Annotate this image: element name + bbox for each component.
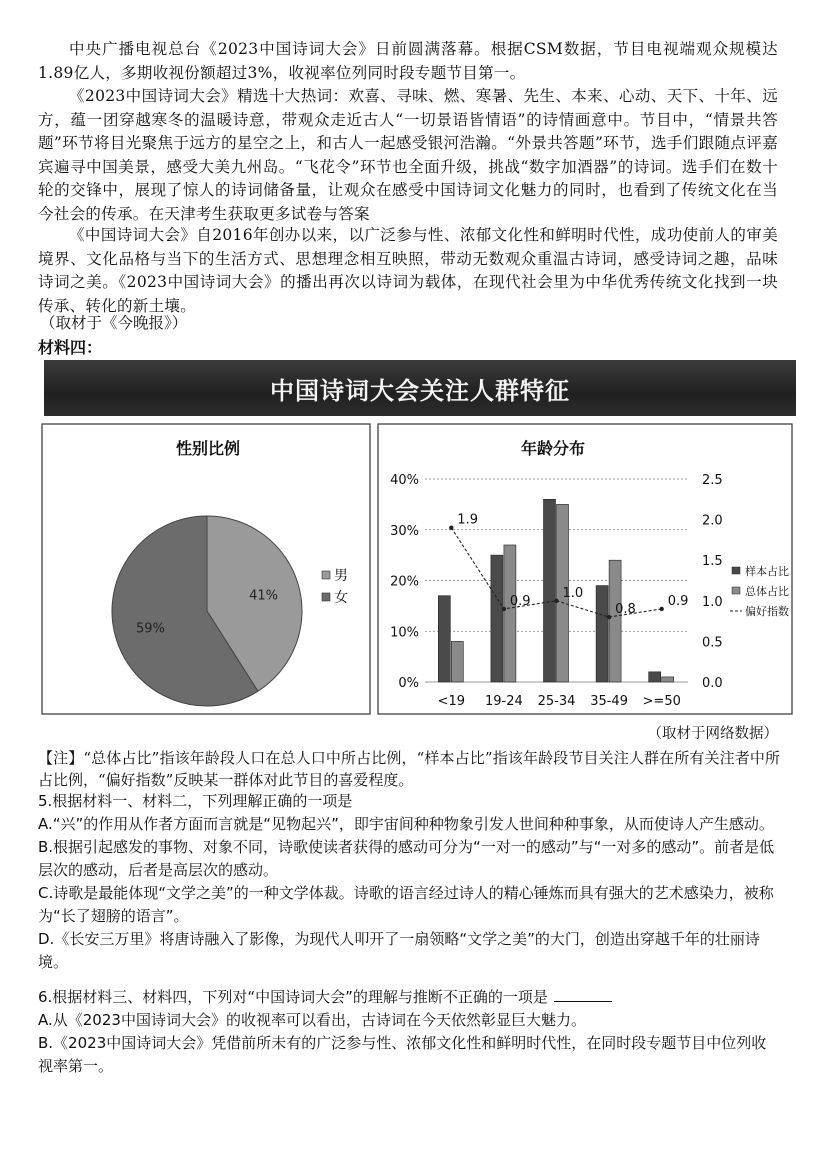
bar-category-label-3: 35-49: [590, 694, 628, 709]
bar-right-tick-3: 1.5: [702, 554, 723, 570]
bar-category-label-0: <19: [437, 694, 466, 709]
question-5: [38, 790, 780, 974]
material4-source: （取材于网络数据）: [647, 726, 778, 742]
bar-1-0: [451, 641, 463, 682]
bar-right-tick-1: 0.5: [702, 635, 723, 651]
bar-1-4: [662, 677, 674, 682]
preference-point-3: [607, 615, 611, 619]
material3-paragraph-1: 中央广播电视总台《2023中国诗词大会》日前圆满落幕。根据CSM数据，节目电视端观众规模达1.89亿人，多期收视份额超过3%，收视率位列同时段专题节目第一。: [38, 40, 778, 82]
bar-legend-swatch-0: [732, 567, 740, 574]
pie-slice-label-0: 41%: [249, 588, 279, 604]
bar-category-label-2: 25-34: [537, 694, 576, 709]
material4-note: 【注】“总体占比”指该年龄段人口在总人口中所占比例，“样本占比”指该年龄段节目关注人群在所有关注者中所占比例，“偏好指数”反映某一群体对此节目的喜爱程度。: [38, 749, 780, 789]
q5-option-a: A.“兴”的作用从作者方面而言就是“见物起兴”，即宇宙间种种物象引发人世间种种事象，从而使诗人产生感动。: [38, 815, 774, 833]
bar-left-tick-3: 30%: [390, 523, 419, 539]
bar-title: 年龄分布: [520, 439, 586, 458]
bar-1-1: [504, 545, 516, 682]
preference-point-0: [449, 526, 453, 530]
q5-option-b: B.根据引起感发的事物、对象不同，诗歌使读者获得的感动可分为“一对一的感动”与“一对多的感动”。前者是低层次的感动，后者是高层次的感动。: [38, 838, 775, 879]
pie-legend-label-1: 女: [334, 590, 348, 606]
bar-0-0: [438, 596, 450, 682]
bar-category-label-4: >=50: [642, 694, 681, 709]
q5-option-d: D.《长安三万里》将唐诗融入了影像，为现代人叩开了一扇领略“文学之美”的大门，创造出穿越千年的壮丽诗境。: [38, 930, 760, 971]
material3-source: （取材于《今晚报》）: [40, 314, 188, 332]
preference-point-1: [502, 607, 506, 611]
chart-banner: [44, 360, 796, 416]
pie-legend-swatch-0: [322, 571, 330, 579]
bar-0-1: [491, 555, 503, 682]
bar-left-tick-0: 0%: [398, 676, 419, 691]
bar-1-3: [609, 560, 621, 682]
q6-stem-line: [38, 986, 780, 1009]
question-6: [38, 986, 780, 1078]
answer-blank: [554, 987, 612, 1002]
preference-label-1: 0.9: [509, 593, 531, 609]
preference-point-2: [554, 599, 558, 603]
q6-stem: 6.根据材料三、材料四，下列对“中国诗词大会”的理解与推断不正确的一项是: [38, 988, 548, 1006]
bar-left-tick-2: 20%: [390, 574, 419, 590]
pie-legend-swatch-1: [322, 593, 330, 601]
pie-legend-label-0: 男: [334, 568, 348, 584]
q6-option-b: B.《2023中国诗词大会》凭借前所未有的广泛参与性、浓郁文化性和鲜明时代性，在同时段专题节目中位列收视率第一。: [38, 1034, 767, 1075]
bar-category-label-1: 19-24: [485, 694, 523, 709]
bar-legend-swatch-1: [732, 587, 740, 594]
preference-label-2: 1.0: [562, 585, 584, 601]
bar-legend-label-1: 总体占比: [745, 585, 789, 598]
bar-right-tick-5: 2.5: [702, 473, 723, 488]
material3-paragraph-3: 《中国诗词大会》自2016年创办以来，以广泛参与性、浓郁文化性和鲜明时代性，成功使前人的审美境界、文化品格与当下的生活方式、思想理念相互映照，带动无数观众重温古诗词，感受诗词之趣，品味诗词之美。《2023中国诗词大会》的播出再次以诗词为载体，在现代社会里为中华优秀传统文化找到一块传承、转化的新土壤。: [38, 226, 778, 315]
material3-paragraph-2: 《2023中国诗词大会》精选十大热词：欢喜、寻味、燃、寒暑、先生、本来、心动、天下、十年、远方，蕴一团穿越寒冬的温暖诗意，带观众走近古人“一切景语皆情语”的诗情画意中。节目中，“情景共答题”环节将目光聚焦于远方的星空之上，和古人一起感受银河浩瀚。“外景共答题”环节，选手们跟随点评嘉宾遍寻中国美景，感受大美九州岛。“飞花令”环节也全面升级，挑战“数字加酒器”的诗词。选手们在数十轮的交锋中，展现了惊人的诗词储备量，让观众在感受中国诗词文化魅力的同时，也看到了传统文化在当今社会的传承。在天津考生获取更多试卷与答案: [38, 87, 778, 223]
charts-container: [40, 422, 796, 720]
preference-label-0: 1.9: [457, 512, 478, 528]
material4-label: 材料四：: [38, 338, 103, 357]
preference-label-3: 0.8: [615, 602, 636, 618]
preference-point-4: [660, 607, 664, 611]
pie-title: 性别比例: [175, 439, 241, 458]
bar-0-2: [544, 499, 556, 682]
q5-option-c: C.诗歌是最能体现“文学之美”的一种文学体裁。诗歌的语言经过诗人的精心锤炼而具有强大的艺术感染力，被称为“长了翅膀的语言”。: [38, 884, 774, 925]
preference-label-4: 0.9: [667, 593, 689, 609]
bar-right-tick-0: 0.0: [702, 676, 723, 691]
bar-legend-label-2: 偏好指数: [745, 605, 789, 618]
pie-slice-label-1: 59%: [135, 621, 165, 637]
bar-legend-label-0: 样本占比: [745, 565, 789, 578]
bar-right-tick-2: 1.0: [702, 594, 723, 610]
bar-0-4: [649, 672, 661, 682]
q5-stem: 5.根据材料一、材料二，下列理解正确的一项是: [38, 792, 353, 810]
bar-right-tick-4: 2.0: [702, 513, 723, 529]
charts-svg: [40, 422, 796, 720]
q6-option-a: A.从《2023中国诗词大会》的收视率可以看出，古诗词在今天依然彰显巨大魅力。: [38, 1011, 586, 1029]
bar-left-tick-4: 40%: [390, 473, 419, 488]
bar-0-3: [596, 586, 608, 682]
bar-left-tick-1: 10%: [390, 625, 419, 641]
banner-title: 中国诗词大会关注人群特征: [270, 376, 570, 405]
